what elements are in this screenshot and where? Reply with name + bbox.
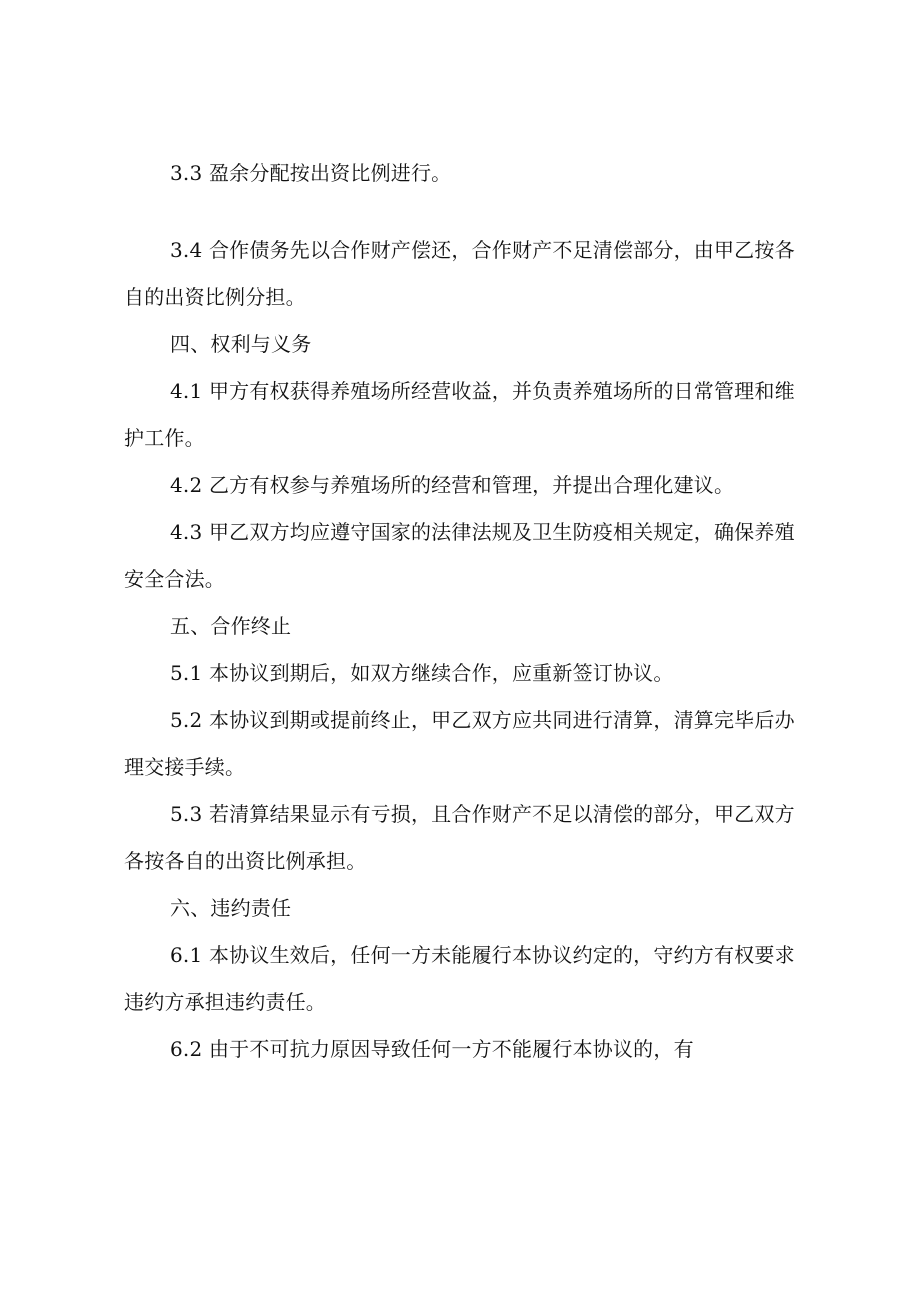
clause-4-1: 4.1 甲方有权获得养殖场所经营收益，并负责养殖场所的日常管理和维护工作。 (124, 379, 795, 450)
clause-4-3: 4.3 甲乙双方均应遵守国家的法律法规及卫生防疫相关规定，确保养殖安全合法。 (124, 520, 795, 591)
document-body (124, 150, 808, 1073)
clause-5-1: 5.1 本协议到期后，如双方继续合作，应重新签订协议。 (170, 661, 674, 685)
section-title-4: 四、权利与义务 (170, 332, 312, 356)
clause-6-2: 6.2 由于不可抗力原因导致任何一方不能履行本协议的，有 (170, 1037, 694, 1061)
clause-3-3: 3.3 盈余分配按出资比例进行。 (170, 161, 452, 185)
clause-5-2: 5.2 本协议到期或提前终止，甲乙双方应共同进行清算，清算完毕后办理交接手续。 (124, 708, 795, 779)
clause-5-3: 5.3 若清算结果显示有亏损，且合作财产不足以清偿的部分，甲乙双方各按各自的出资比例承担。 (124, 802, 795, 873)
clause-4-2: 4.2 乙方有权参与养殖场所的经营和管理，并提出合理化建议。 (170, 473, 735, 497)
clause-6-1: 6.1 本协议生效后，任何一方未能履行本协议约定的，守约方有权要求违约方承担违约责任。 (124, 943, 795, 1014)
section-title-6: 六、违约责任 (170, 896, 292, 920)
clause-3-4: 3.4 合作债务先以合作财产偿还，合作财产不足清偿部分，由甲乙按各自的出资比例分担。 (124, 238, 795, 309)
section-title-5: 五、合作终止 (170, 614, 292, 638)
